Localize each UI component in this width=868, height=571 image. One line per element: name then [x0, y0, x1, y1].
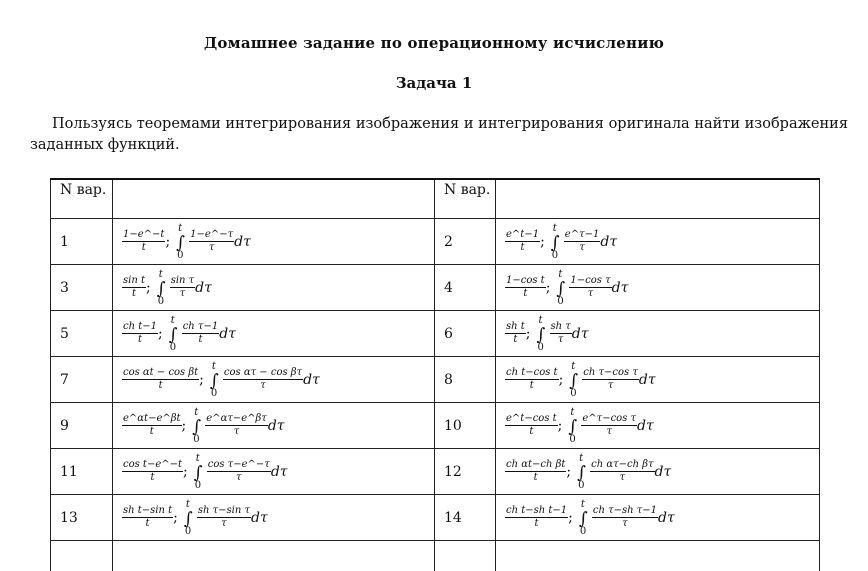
- expression-cell: [113, 403, 435, 449]
- semicolon: ;: [199, 372, 204, 388]
- integral-upper-limit: t: [212, 361, 216, 372]
- variant-number: 1: [51, 219, 113, 265]
- expression-cell: [496, 403, 820, 449]
- fraction-numerator: ch t−1: [122, 321, 158, 334]
- fraction-numerator: ch t−sh t−1: [505, 505, 568, 518]
- fraction-numerator: ch τ−sh τ−1: [592, 505, 658, 518]
- integral-symbol: ∫: [569, 371, 578, 391]
- differential: dτ: [612, 280, 629, 296]
- fraction-denominator: τ: [590, 472, 654, 484]
- header-expr-left: [113, 179, 435, 219]
- fraction-denominator: t: [505, 242, 540, 254]
- fraction-numerator: cos τ−e^−τ: [207, 459, 271, 472]
- integral-lower-limit: 0: [578, 480, 584, 491]
- table-row: [51, 449, 820, 495]
- fraction-numerator: 1−cos τ: [569, 275, 611, 288]
- expression-cell: [496, 311, 820, 357]
- fraction-numerator: sh t−sin t: [122, 505, 173, 518]
- differential: dτ: [655, 464, 672, 480]
- differential: dτ: [572, 326, 589, 342]
- integral-upper-limit: t: [571, 361, 575, 372]
- function-fraction: [505, 459, 566, 484]
- variant-number: 5: [51, 311, 113, 357]
- variant-number: 8: [435, 357, 496, 403]
- variant-number: 6: [435, 311, 496, 357]
- table-row: [51, 495, 820, 541]
- expression-cell: [113, 357, 435, 403]
- semicolon: ;: [146, 280, 151, 296]
- intro-text: Пользуясь теоремами интегрирования изображения и интегрирования оригинала найти изображения заданных функций.: [30, 116, 848, 153]
- integral-upper-limit: t: [581, 499, 585, 510]
- header-variant-right: N вар.: [435, 179, 496, 219]
- fraction-denominator: τ: [581, 426, 637, 438]
- integral-sign: [549, 225, 561, 259]
- integrand-fraction: [569, 275, 611, 300]
- expression-cell: [113, 449, 435, 495]
- variant-number: 11: [51, 449, 113, 495]
- expression-cell: [496, 449, 820, 495]
- fraction-denominator: τ: [550, 334, 572, 346]
- integral-upper-limit: t: [159, 269, 163, 280]
- integral-upper-limit: t: [171, 315, 175, 326]
- fraction-denominator: τ: [582, 380, 639, 392]
- fraction-numerator: 1−e^−t: [122, 229, 165, 242]
- table-row: [51, 311, 820, 357]
- integral-lower-limit: 0: [570, 388, 576, 399]
- integral-lower-limit: 0: [552, 250, 558, 261]
- semicolon: ;: [558, 418, 563, 434]
- integrand-fraction: [205, 413, 268, 438]
- fraction-denominator: τ: [592, 518, 658, 530]
- variant-number: 2: [435, 219, 496, 265]
- integrand-fraction: [182, 321, 220, 346]
- function-fraction: [505, 275, 546, 300]
- integral-upper-limit: t: [553, 223, 557, 234]
- fraction-denominator: τ: [207, 472, 271, 484]
- fraction-denominator: τ: [197, 518, 251, 530]
- table-row: [51, 357, 820, 403]
- fraction-numerator: e^τ−1: [564, 229, 601, 242]
- integral-sign: [566, 409, 578, 443]
- table-header-row: [51, 179, 820, 219]
- variant-number: 3: [51, 265, 113, 311]
- integral-lower-limit: 0: [177, 250, 183, 261]
- expression-cell: [113, 265, 435, 311]
- integrand-fraction: [550, 321, 572, 346]
- fraction-numerator: ch τ−1: [182, 321, 220, 334]
- fraction-numerator: 1−cos t: [505, 275, 546, 288]
- differential: dτ: [658, 510, 675, 526]
- fraction-denominator: t: [505, 472, 566, 484]
- variant-number: 7: [51, 357, 113, 403]
- table-row-partial: [51, 541, 820, 571]
- semicolon: ;: [566, 464, 571, 480]
- integral-sign: [575, 455, 587, 489]
- fraction-denominator: t: [122, 242, 165, 254]
- expression-cell: [496, 357, 820, 403]
- integral-lower-limit: 0: [569, 434, 575, 445]
- function-fraction: [122, 459, 183, 484]
- fraction-numerator: e^t−1: [505, 229, 540, 242]
- fraction-numerator: ch αt−ch βt: [505, 459, 566, 472]
- integrand-fraction: [170, 275, 195, 300]
- integrand-fraction: [592, 505, 658, 530]
- integral-upper-limit: t: [539, 315, 543, 326]
- differential: dτ: [268, 418, 285, 434]
- integral-symbol: ∫: [579, 509, 588, 529]
- integral-sign: [182, 501, 194, 535]
- integral-sign: [155, 271, 167, 305]
- integral-symbol: ∫: [192, 417, 201, 437]
- integrand-fraction: [207, 459, 271, 484]
- integral-symbol: ∫: [568, 417, 577, 437]
- differential: dτ: [195, 280, 212, 296]
- integral-upper-limit: t: [579, 453, 583, 464]
- fraction-numerator: 1−e^−τ: [189, 229, 234, 242]
- table-row: [51, 403, 820, 449]
- semicolon: ;: [173, 510, 178, 526]
- fraction-numerator: sh τ−sin τ: [197, 505, 251, 518]
- variants-table: [50, 178, 820, 571]
- function-fraction: [122, 321, 158, 346]
- fraction-denominator: t: [122, 426, 182, 438]
- fraction-denominator: t: [122, 288, 146, 300]
- semicolon: ;: [158, 326, 163, 342]
- fraction-denominator: t: [122, 334, 158, 346]
- variant-number: 12: [435, 449, 496, 495]
- integrand-fraction: [582, 367, 639, 392]
- integral-sign: [554, 271, 566, 305]
- differential: dτ: [251, 510, 268, 526]
- integral-symbol: ∫: [169, 325, 178, 345]
- integral-sign: [174, 225, 186, 259]
- expression-cell: [496, 265, 820, 311]
- semicolon: ;: [540, 234, 545, 250]
- integral-lower-limit: 0: [170, 342, 176, 353]
- integral-upper-limit: t: [196, 453, 200, 464]
- fraction-denominator: t: [182, 334, 220, 346]
- integral-symbol: ∫: [176, 233, 185, 253]
- differential: dτ: [637, 418, 654, 434]
- expression-cell: [496, 495, 820, 541]
- expression-cell: [496, 219, 820, 265]
- fraction-numerator: ch ατ−ch βτ: [590, 459, 654, 472]
- integral-symbol: ∫: [556, 279, 565, 299]
- integrand-fraction: [223, 367, 303, 392]
- integral-symbol: ∫: [551, 233, 560, 253]
- cell: [113, 541, 435, 571]
- function-fraction: [505, 321, 526, 346]
- integral-sign: [577, 501, 589, 535]
- function-fraction: [122, 367, 199, 392]
- table-row: [51, 265, 820, 311]
- variant-number: 10: [435, 403, 496, 449]
- integral-symbol: ∫: [537, 325, 546, 345]
- integral-symbol: ∫: [210, 371, 219, 391]
- integral-lower-limit: 0: [538, 342, 544, 353]
- fraction-numerator: ch τ−cos τ: [582, 367, 639, 380]
- cell: [435, 541, 496, 571]
- semicolon: ;: [526, 326, 531, 342]
- semicolon: ;: [183, 464, 188, 480]
- integral-upper-limit: t: [194, 407, 198, 418]
- integral-lower-limit: 0: [580, 526, 586, 537]
- fraction-denominator: τ: [189, 242, 234, 254]
- differential: dτ: [303, 372, 320, 388]
- integral-sign: [190, 409, 202, 443]
- fraction-denominator: t: [505, 334, 526, 346]
- expression-cell: [113, 311, 435, 357]
- fraction-denominator: t: [505, 380, 559, 392]
- differential: dτ: [219, 326, 236, 342]
- header-expr-right: [496, 179, 820, 219]
- function-fraction: [122, 229, 165, 254]
- integral-lower-limit: 0: [185, 526, 191, 537]
- fraction-denominator: t: [122, 380, 199, 392]
- fraction-numerator: cos t−e^−t: [122, 459, 183, 472]
- function-fraction: [505, 367, 559, 392]
- differential: dτ: [271, 464, 288, 480]
- integrand-fraction: [590, 459, 654, 484]
- integral-sign: [535, 317, 547, 351]
- table-row: [51, 219, 820, 265]
- fraction-denominator: τ: [564, 242, 601, 254]
- integral-lower-limit: 0: [557, 296, 563, 307]
- fraction-numerator: e^t−cos t: [505, 413, 558, 426]
- fraction-denominator: t: [122, 518, 173, 530]
- integral-upper-limit: t: [178, 223, 182, 234]
- cell: [51, 541, 113, 571]
- fraction-denominator: τ: [170, 288, 195, 300]
- function-fraction: [122, 413, 182, 438]
- fraction-denominator: τ: [205, 426, 268, 438]
- fraction-numerator: cos αt − cos βt: [122, 367, 199, 380]
- page-title: Домашнее задание по операционному исчислению: [0, 34, 868, 52]
- semicolon: ;: [165, 234, 170, 250]
- intro-paragraph: [30, 114, 848, 156]
- function-fraction: [505, 505, 568, 530]
- fraction-numerator: sin t: [122, 275, 146, 288]
- fraction-numerator: sh τ: [550, 321, 572, 334]
- differential: dτ: [639, 372, 656, 388]
- expression-cell: [113, 219, 435, 265]
- integrand-fraction: [189, 229, 234, 254]
- cell: [496, 541, 820, 571]
- variant-number: 14: [435, 495, 496, 541]
- variant-number: 4: [435, 265, 496, 311]
- fraction-numerator: e^ατ−e^βτ: [205, 413, 268, 426]
- differential: dτ: [600, 234, 617, 250]
- variant-number: 13: [51, 495, 113, 541]
- fraction-numerator: cos ατ − cos βτ: [223, 367, 303, 380]
- fraction-numerator: sin τ: [170, 275, 195, 288]
- differential: dτ: [234, 234, 251, 250]
- integrand-fraction: [581, 413, 637, 438]
- fraction-denominator: t: [505, 518, 568, 530]
- integral-symbol: ∫: [184, 509, 193, 529]
- function-fraction: [505, 229, 540, 254]
- integral-symbol: ∫: [194, 463, 203, 483]
- semicolon: ;: [559, 372, 564, 388]
- integral-symbol: ∫: [577, 463, 586, 483]
- integral-lower-limit: 0: [195, 480, 201, 491]
- semicolon: ;: [568, 510, 573, 526]
- fraction-denominator: t: [122, 472, 183, 484]
- header-variant-left: N вар.: [51, 179, 113, 219]
- variant-number: 9: [51, 403, 113, 449]
- integral-lower-limit: 0: [158, 296, 164, 307]
- integral-sign: [167, 317, 179, 351]
- fraction-numerator: e^τ−cos τ: [581, 413, 637, 426]
- integral-sign: [208, 363, 220, 397]
- integral-symbol: ∫: [157, 279, 166, 299]
- fraction-denominator: τ: [569, 288, 611, 300]
- integrand-fraction: [197, 505, 251, 530]
- function-fraction: [122, 505, 173, 530]
- fraction-numerator: ch t−cos t: [505, 367, 559, 380]
- fraction-numerator: e^αt−e^βt: [122, 413, 182, 426]
- semicolon: ;: [182, 418, 187, 434]
- fraction-denominator: τ: [223, 380, 303, 392]
- semicolon: ;: [546, 280, 551, 296]
- integral-upper-limit: t: [186, 499, 190, 510]
- integrand-fraction: [564, 229, 601, 254]
- task-heading: Задача 1: [0, 74, 868, 92]
- function-fraction: [122, 275, 146, 300]
- expression-cell: [113, 495, 435, 541]
- fraction-numerator: sh t: [505, 321, 526, 334]
- integral-lower-limit: 0: [193, 434, 199, 445]
- fraction-denominator: t: [505, 288, 546, 300]
- function-fraction: [505, 413, 558, 438]
- integral-sign: [192, 455, 204, 489]
- integral-lower-limit: 0: [211, 388, 217, 399]
- fraction-denominator: t: [505, 426, 558, 438]
- integral-sign: [567, 363, 579, 397]
- integral-upper-limit: t: [558, 269, 562, 280]
- integral-upper-limit: t: [570, 407, 574, 418]
